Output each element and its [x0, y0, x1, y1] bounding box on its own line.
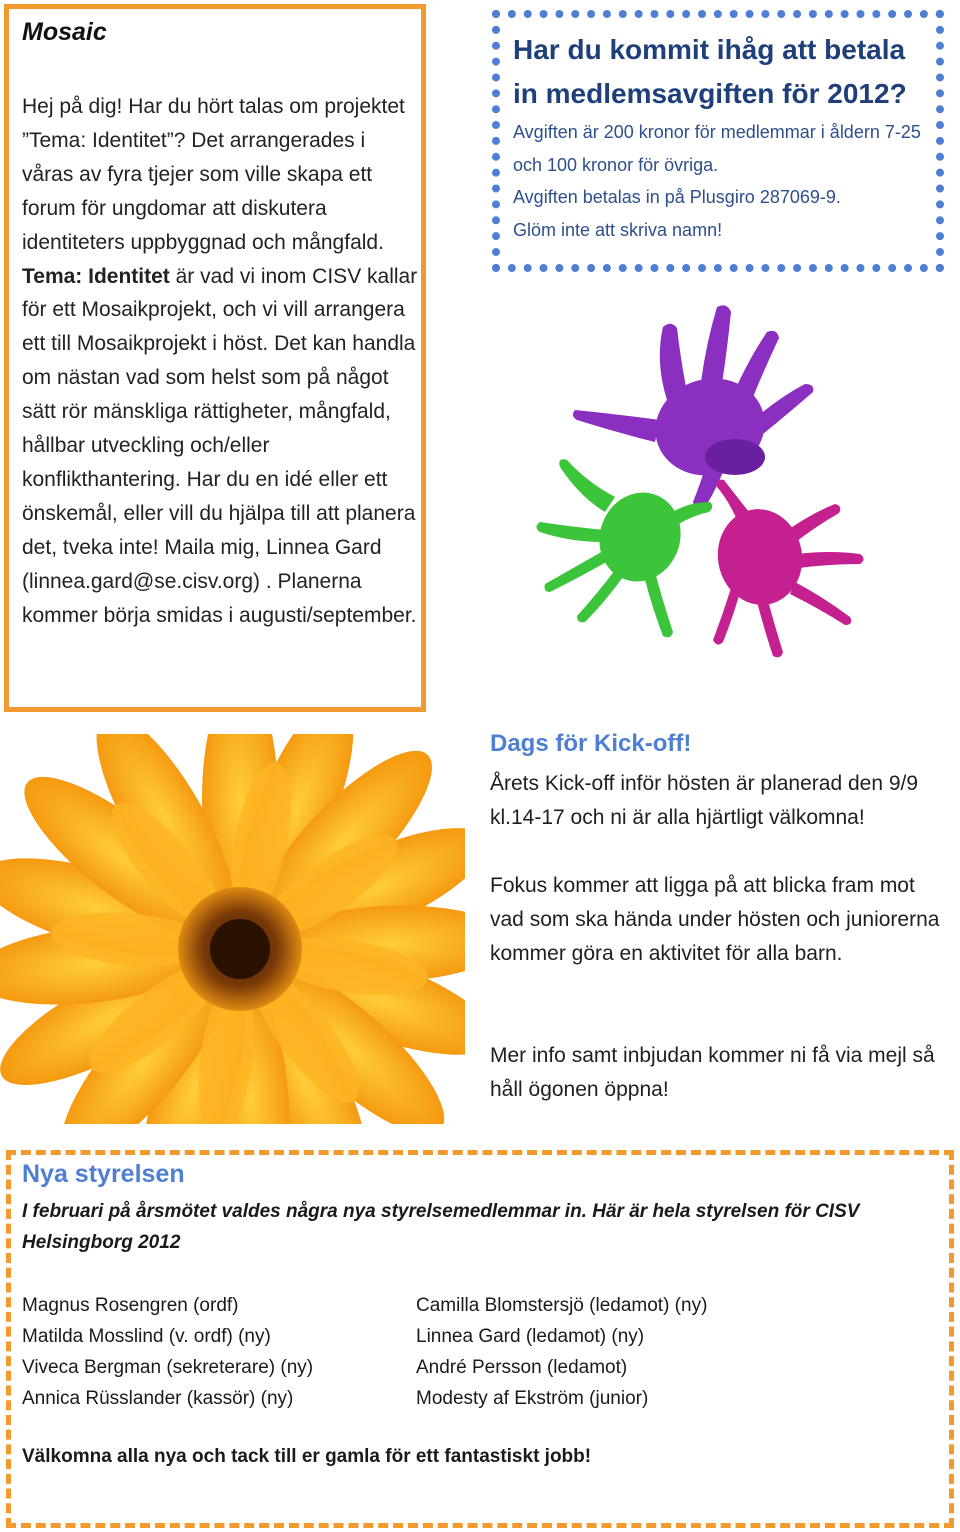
mosaic-paragraph — [22, 90, 422, 633]
mosaic-bold-phrase: Tema: Identitet — [22, 264, 170, 288]
mosaic-paragraph-part2: är vad vi inom CISV kallar för ett Mosaikprojekt, och vi vill arrangera ett till Mosaikprojekt i höst. Det kan handla om nästan vad som helst som på något sätt rör mänskliga rättigheter, mångfald, hållbar utveckling och/eller konflikthantering. Har du en idé eller ett önskemål, eller vill du hjälpa till att planera det, tveka inte! Maila mig, Linnea Gard (linnea.gard@se.cisv.org) . Planerna kommer börja smidas i augusti/september. — [22, 264, 418, 627]
kickoff-title: Dags för Kick-off! — [490, 730, 692, 757]
board-member: Magnus Rosengren (ordf) — [22, 1295, 239, 1316]
fee-line-1: Avgiften är 200 kronor för medlemmar i åldern 7-25 och 100 kronor för övriga. — [513, 122, 921, 175]
kickoff-paragraph-1: Årets Kick-off inför hösten är planerad den 9/9 kl.14-17 och ni är alla hjärtligt välkomna! — [490, 772, 919, 829]
magenta-handprint — [710, 480, 863, 658]
board-member: Matilda Mosslind (v. ordf) (ny) — [22, 1326, 271, 1347]
kickoff-paragraph-2: Fokus kommer att ligga på att blicka fram mot vad som ska hända under hösten och juniorerna kommer göra en aktivitet för alla barn. — [490, 874, 940, 965]
fee-text — [513, 116, 933, 246]
fee-line-2: Avgiften betalas in på Plusgiro 287069-9. — [513, 187, 841, 207]
board-member: Modesty af Ekström (junior) — [416, 1388, 649, 1409]
mosaic-title: Mosaic — [22, 18, 107, 46]
purple-handprint — [573, 305, 813, 508]
board-title: Nya styrelsen — [22, 1160, 185, 1188]
board-member: André Persson (ledamot) — [416, 1357, 628, 1378]
fee-title: Har du kommit ihåg att betala in medlemsavgiften för 2012? — [513, 34, 907, 109]
board-member: Camilla Blomstersjö (ledamot) (ny) — [416, 1295, 708, 1316]
board-member: Linnea Gard (ledamot) (ny) — [416, 1326, 645, 1347]
mosaic-paragraph-part1: Hej på dig! Har du hört talas om projektet ”Tema: Identitet”? Det arrangerades i våras av fyra tjejer som ville skapa ett forum för ungdomar att diskutera identiteters uppbyggnad och mångfald. — [22, 95, 405, 254]
board-member: Annica Rüsslander (kassör) (ny) — [22, 1388, 294, 1409]
gerbera-flower-image — [0, 734, 465, 1124]
board-members-right — [416, 1290, 707, 1414]
board-members-left — [22, 1290, 313, 1414]
board-closing: Välkomna alla nya och tack till er gamla för ett fantastiskt jobb! — [22, 1446, 592, 1467]
board-intro: I februari på årsmötet valdes några nya styrelsemedlemmar in. Här är hela styrelsen för CISV Helsingborg 2012 — [22, 1201, 860, 1253]
board-member: Viveca Bergman (sekreterare) (ny) — [22, 1357, 314, 1378]
green-handprint — [537, 459, 713, 637]
flower-svg — [0, 734, 465, 1124]
kickoff-paragraph-3: Mer info samt inbjudan kommer ni få via mejl så håll ögonen öppna! — [490, 1044, 935, 1101]
fee-line-3: Glöm inte att skriva namn! — [513, 219, 723, 240]
painted-handprints-image — [505, 292, 895, 677]
